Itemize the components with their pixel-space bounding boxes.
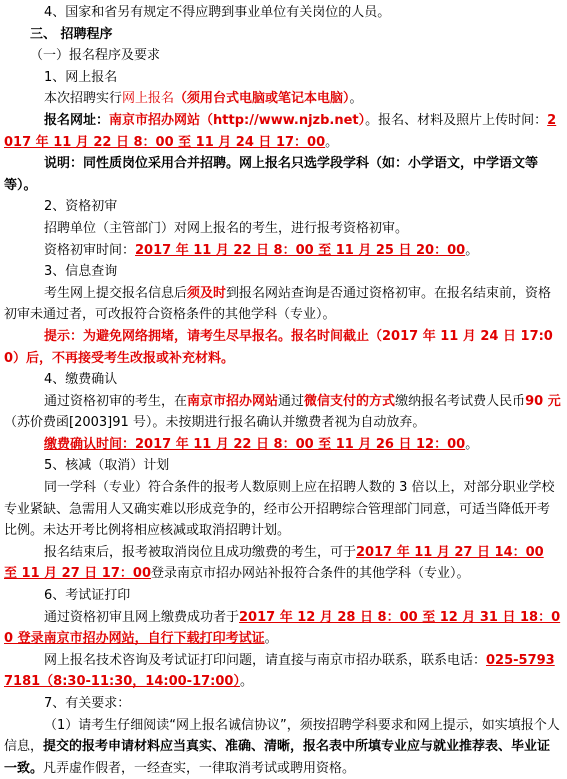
contact-phone: 025-57937181（8:30-11:30，14:00-17:00） [4,652,555,690]
paragraph-tip: 提示：为避免网络拥堵，请考生尽早报名。报名时间截止（2017 年 11 月 24 日 17:00）后，不再接受考生改报或补充材料。 [4,328,553,366]
item-heading-exam-pass-print: 6、考试证打印 [44,588,131,604]
paragraph-payment-time: 缴费确认时间：2017 年 11 月 22 日 8：00 至 11 月 26 日 12：00。 [44,436,479,452]
item-heading-payment: 4、缴费确认 [44,372,118,388]
paragraph-registration-method: 本次招聘实行网上报名（须用台式电脑或笔记本电脑）。 [44,91,363,107]
paragraph-registration-url: 报名网址：南京市招办网站（http://www.njzb.net）。报名、材料及照片上传时间：2017 年 11 月 22 日 8：00 至 11 月 24 日 17：00。 [4,112,557,150]
paragraph-requirement-1: （1）请考生仔细阅读“网上报名诚信协议”，须按招聘学科要求和网上提示，如实填报个人信息，提交的报考申请材料应当真实、准确、清晰，报名表中所填专业应与就业推荐表、毕业证一致。凡弄虚作假者，一经查实，一律取消考试或聘用资格。 [4,717,560,776]
paragraph-exam-pass-print: 通过资格初审且网上缴费成功者于2017 年 12 月 28 日 8：00 至 12 月 31 日 18：00 登录南京市招办网站，自行下载打印考试证。 [4,609,561,647]
review-time: 2017 年 11 月 22 日 8：00 至 11 月 25 日 20：00 [135,242,466,258]
item-heading-online-registration: 1、网上报名 [44,69,118,85]
section-heading-recruitment-procedure: 三、 招聘程序 [30,26,113,42]
paragraph-review-desc: 招聘单位（主管部门）对网上报名的考生，进行报考资格初审。 [44,220,409,236]
paragraph-re-register: 报名结束后，报考被取消岗位且成功缴费的考生，可于2017 年 11 月 27 日 14：00 至 11 月 27 日 17：00登录南京市招办网站补报符合条件的其他学科（专业）。 [4,544,544,582]
re-register-time: 2017 年 11 月 27 日 14：00 至 11 月 27 日 17：00 [4,544,544,582]
paragraph-plan-reduction: 同一学科（专业）符合条件的报考人数原则上应在招聘人数的 3 倍以上，对部分职业学校专业紧缺、急需用人又确实难以形成竞争的，经市公开招聘综合管理部门同意，可适当降低开考比例。未达开考比例将相应核减或取消招聘计划。 [4,480,555,539]
item-heading-plan-reduction: 5、核减（取消）计划 [44,458,170,474]
fee-amount: 90 元 [525,393,561,409]
paragraph-item-4: 4、国家和省另有规定不得应聘到事业单位有关岗位的人员。 [44,5,391,20]
paragraph-payment: 通过资格初审的考生，在南京市招办网站通过微信支付的方式缴纳报名考试费人民币90 元（苏价费函[2003]91 号）。未按期进行报名确认并缴费者视为自动放弃。 [4,393,561,431]
item-heading-info-query: 3、信息查询 [44,264,118,280]
item-heading-qualification-review: 2、资格初审 [44,199,118,215]
item-heading-requirements: 7、有关要求： [44,696,131,711]
print-time: 2017 年 12 月 28 日 8：00 至 12 月 31 日 18：00 登录南京市招办网站，自行下载打印考试证 [4,609,561,647]
upload-time: 2017 年 11 月 22 日 8：00 至 11 月 24 日 17：00 [4,112,557,150]
paragraph-info-query: 考生网上提交报名信息后须及时到报名网站查询是否通过资格初审。在报名结束前，资格初审未通过者，可改报符合资格条件的其他学科（专业）。 [4,285,552,323]
subsection-heading: （一）报名程序及要求 [30,48,161,64]
registration-website-link: 南京市招办网站（http://www.njzb.net） [109,112,366,128]
payment-time: 缴费确认时间：2017 年 11 月 22 日 8：00 至 11 月 26 日 12：00 [44,436,466,452]
paragraph-note: 说明：同性质岗位采用合并招聘。网上报名只选学段学科（如：小学语文，中学语文等等）。 [4,156,539,193]
paragraph-review-time: 资格初审时间：2017 年 11 月 22 日 8：00 至 11 月 25 日 20：00。 [44,242,479,258]
paragraph-contact: 网上报名技术咨询及考试证打印问题，请直接与南京市招办联系，联系电话：025-57937181（8:30-11:30，14:00-17:00）。 [4,652,555,690]
